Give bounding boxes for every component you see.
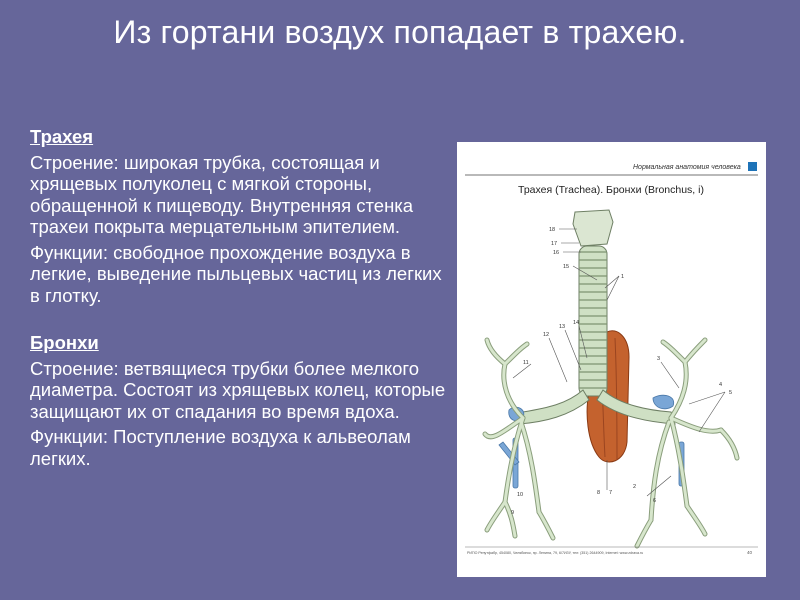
left-main-bronchus xyxy=(519,390,589,424)
text-column xyxy=(30,126,448,473)
callout-5: 5 xyxy=(729,390,733,396)
callout-7: 7 xyxy=(609,490,613,496)
callout-2: 2 xyxy=(633,484,637,490)
trachea-structure: Строение: широкая трубка, состоящая и хрящевых полуколец с мягкой стороны, обращенной к пищеводу. Внутренняя стенка трахеи покрыта мерцательным эпителием. xyxy=(30,151,414,237)
right-bronchial-tree-fill xyxy=(637,340,737,546)
section-gap xyxy=(30,310,448,332)
trachea-heading: Трахея xyxy=(30,126,94,147)
callout-16: 16 xyxy=(553,250,560,256)
callout-1: 1 xyxy=(621,274,625,280)
plate-title: Трахея (Trachea). Бронхи (Bronchus, i) xyxy=(518,184,704,196)
atlas-series-label: Нормальная анатомия человека xyxy=(633,164,741,171)
atlas-plate xyxy=(457,142,766,577)
publisher-logo-icon xyxy=(748,162,757,171)
callout-11: 11 xyxy=(523,360,529,366)
left-bronchial-tree xyxy=(485,340,553,538)
trachea-functions: Функции: свободное прохождение воздуха в легкие, выведение пыльцевых частиц из легких в глотку. xyxy=(30,241,442,306)
callout-9: 9 xyxy=(511,510,515,516)
callout-12: 12 xyxy=(543,332,550,338)
bronchi-structure: Строение: ветвящиеся трубки более мелкого диаметра. Состоят из хрящевых колец, которые защищают их от спадания во время вдоха. xyxy=(30,357,446,422)
page-number: 40 xyxy=(747,550,753,555)
callout-3: 3 xyxy=(657,356,661,362)
callout-4: 4 xyxy=(719,382,723,388)
bronchi-functions: Функции: Поступление воздуха к альвеолам легких. xyxy=(30,426,411,469)
trachea-bronchi-illustration xyxy=(457,142,766,577)
callout-17: 17 xyxy=(551,241,558,247)
callout-8: 8 xyxy=(597,490,601,496)
larynx-shape xyxy=(573,210,613,246)
bronchi-heading: Бронхи xyxy=(30,332,99,353)
callout-10: 10 xyxy=(517,492,524,498)
callout-6: 6 xyxy=(653,498,657,504)
callout-15: 15 xyxy=(563,264,570,270)
slide-title: Из гортани воздух попадает в трахею. xyxy=(113,14,687,50)
trachea-rings xyxy=(579,246,607,396)
callout-13: 13 xyxy=(559,324,566,330)
atlas-footer: РИПО Репутфабр, 454080, Челябинск, пр. Ленина, 79, 6/7ИЗУ, тел: (351) 2644909, Internet: www.zdrava.ru xyxy=(467,551,644,555)
callout-14: 14 xyxy=(573,320,580,326)
callout-18: 18 xyxy=(549,227,556,233)
